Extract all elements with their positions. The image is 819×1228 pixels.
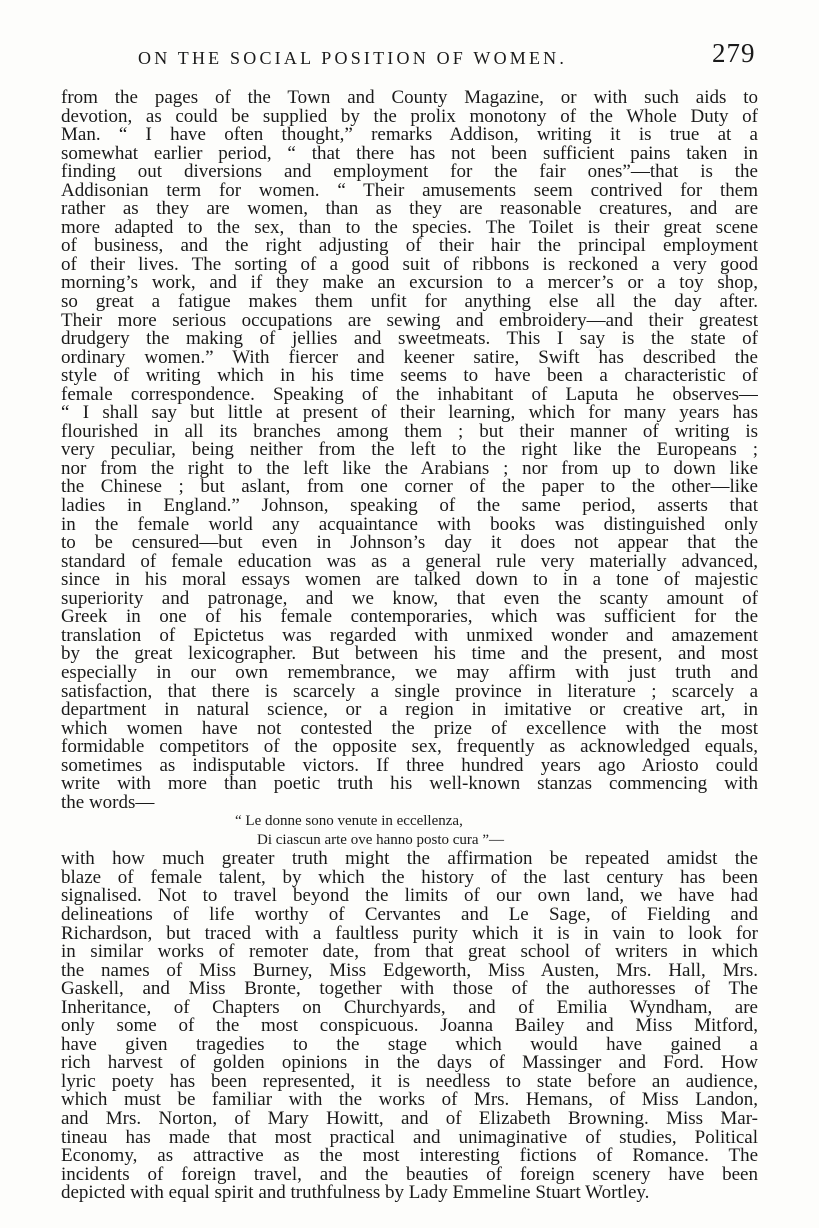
text-line: Economy, as attractive as the most interesting fictions of Romance. The xyxy=(61,1147,758,1166)
text-line: only some of the most conspicuous. Joanna Bailey and Miss Mitford, xyxy=(61,1017,758,1036)
text-line: lyric poety has been represented, it is needless to state before an audience, xyxy=(61,1072,758,1092)
text-line: so great a fatigue makes them unfit for anything else all the day after. xyxy=(61,293,758,312)
text-line: and Mrs. Norton, of Mary Howitt, and of Elizabeth Browning. Miss Mar- xyxy=(61,1109,758,1129)
text-line: satisfaction, that there is scarcely a single province in literature ; scarcely a xyxy=(61,682,758,702)
text-line: to be censured—but even in Johnson’s day it does not appear that the xyxy=(61,534,758,553)
text-line: formidable competitors of the opposite sex, frequently as acknowledged equals, xyxy=(61,738,758,757)
text-line: in similar works of remoter date, from that great school of writers in which xyxy=(61,943,758,962)
text-line: since in his moral essays women are talked down to in a tone of majestic xyxy=(61,571,758,590)
text-line: especially in our own remembrance, we may affirm with just truth and xyxy=(61,663,758,683)
text-line: from the pages of the Town and County Magazine, or with such aids to xyxy=(61,89,758,108)
text-line: sometimes as indisputable victors. If three hundred years ago Ariosto could xyxy=(61,756,758,776)
running-title: ON THE SOCIAL POSITION OF WOMEN. xyxy=(138,48,568,68)
text-line: rich harvest of golden opinions in the days of Massinger and Ford. How xyxy=(61,1054,758,1073)
text-line: of their lives. The sorting of a good suit of ribbons is reckoned a very good xyxy=(61,255,758,275)
text-line: superiority and patronage, and we know, that even the scanty amount of xyxy=(61,589,758,609)
text-line: drudgery the making of jellies and sweetmeats. This I say is the state of xyxy=(61,330,758,349)
text-line: in the female world any acquaintance with books was distinguished only xyxy=(61,515,758,535)
text-line: “ I shall say but little at present of their learning, which for many years has xyxy=(61,404,758,423)
text-line: of business, and the right adjusting of their hair the principal employment xyxy=(61,237,758,256)
text-line: nor from the right to the left like the Arabians ; nor from up to down like xyxy=(61,459,758,479)
text-line: Richardson, but traced with a faultless purity which it is in vain to look for xyxy=(61,924,758,944)
text-line: ladies in England.” Johnson, speaking of the same period, asserts that xyxy=(61,497,758,516)
italian-quotation xyxy=(61,812,758,850)
text-line: rather as they are women, than as they are reasonable creatures, and are xyxy=(61,200,758,219)
text-line: which women have not contested the prize of excellence with the most xyxy=(61,719,758,739)
text-line: tineau has made that most practical and unimaginative of studies, Political xyxy=(61,1128,758,1148)
text-line: with how much greater truth might the affirmation be repeated amidst the xyxy=(61,850,758,869)
page-number: 279 xyxy=(712,38,756,68)
text-line: finding out diversions and employment for the fair ones”—that is the xyxy=(61,163,758,182)
paragraph-part-2 xyxy=(61,850,758,1202)
text-line: Greek in one of his female contemporaries, which was sufficient for the xyxy=(61,608,758,627)
text-line: style of writing which in his time seems to have been a characteristic of xyxy=(61,367,758,386)
text-line: incidents of foreign travel, and the beauties of foreign scenery have been xyxy=(61,1165,758,1185)
body-text xyxy=(61,89,758,1203)
text-line: have given tragedies to the stage which would have gained a xyxy=(61,1035,758,1055)
text-line: Man. “ I have often thought,” remarks Addison, writing it is true at a xyxy=(61,126,758,145)
text-line: very peculiar, being neither from the left to the right like the Europeans ; xyxy=(61,441,758,460)
text-line: standard of female education was as a general rule very materially advanced, xyxy=(61,552,758,572)
text-line: Gaskell, and Miss Bronte, together with those of the authoresses of The xyxy=(61,980,758,999)
text-line: delineations of life worthy of Cervantes and Le Sage, of Fielding and xyxy=(61,905,758,925)
text-line: female correspondence. Speaking of the inhabitant of Laputa he observes— xyxy=(61,385,758,405)
text-line: ordinary women.” With fiercer and keener satire, Swift has described the xyxy=(61,348,758,368)
text-line: signalised. Not to travel beyond the limits of our own land, we have had xyxy=(61,887,758,906)
text-line: Their more serious occupations are sewing and embroidery—and their greatest xyxy=(61,311,758,331)
text-line: flourished in all its branches among them ; but their manner of writing is xyxy=(61,422,758,442)
text-line: write with more than poetic truth his well-known stanzas commencing with xyxy=(61,775,758,794)
page-header xyxy=(0,38,819,78)
text-line: the Chinese ; but aslant, from one corner of the paper to the other—like xyxy=(61,478,758,498)
text-line: translation of Epictetus was regarded with unmixed wonder and amazement xyxy=(61,626,758,646)
quotation-line: “ Le donne sono venute in eccellenza, xyxy=(235,813,463,830)
text-line: Addisonian term for women. “ Their amusements seem contrived for them xyxy=(61,181,758,201)
text-line: more adapted to the sex, than to the species. The Toilet is their great scene xyxy=(61,218,758,238)
text-line: somewhat earlier period, “ that there has not been sufficient pains taken in xyxy=(61,144,758,164)
text-line: Inheritance, of Chapters on Churchyards, and of Emilia Wyndham, are xyxy=(61,998,758,1018)
text-line: the names of Miss Burney, Miss Edgeworth, Miss Austen, Mrs. Hall, Mrs. xyxy=(61,961,758,981)
text-line: morning’s work, and if they make an excursion to a mercer’s or a toy shop, xyxy=(61,274,758,294)
text-line: by the great lexicographer. But between his time and the present, and most xyxy=(61,645,758,664)
text-line: devotion, as could be supplied by the prolix monotony of the Whole Duty of xyxy=(61,107,758,127)
quotation-line: Di ciascun arte ove hanno posto cura ”— xyxy=(257,832,504,849)
paragraph-part-1 xyxy=(61,89,758,812)
text-line: blaze of female talent, by which the history of the last century has been xyxy=(61,868,758,888)
text-line: department in natural science, or a region in imitative or creative art, in xyxy=(61,701,758,720)
text-line: depicted with equal spirit and truthfulness by Lady Emmeline Stuart Wortley. xyxy=(61,1184,650,1203)
text-line: the words— xyxy=(61,793,155,813)
text-line: which must be familiar with the works of Mrs. Hemans, of Miss Landon, xyxy=(61,1091,758,1110)
